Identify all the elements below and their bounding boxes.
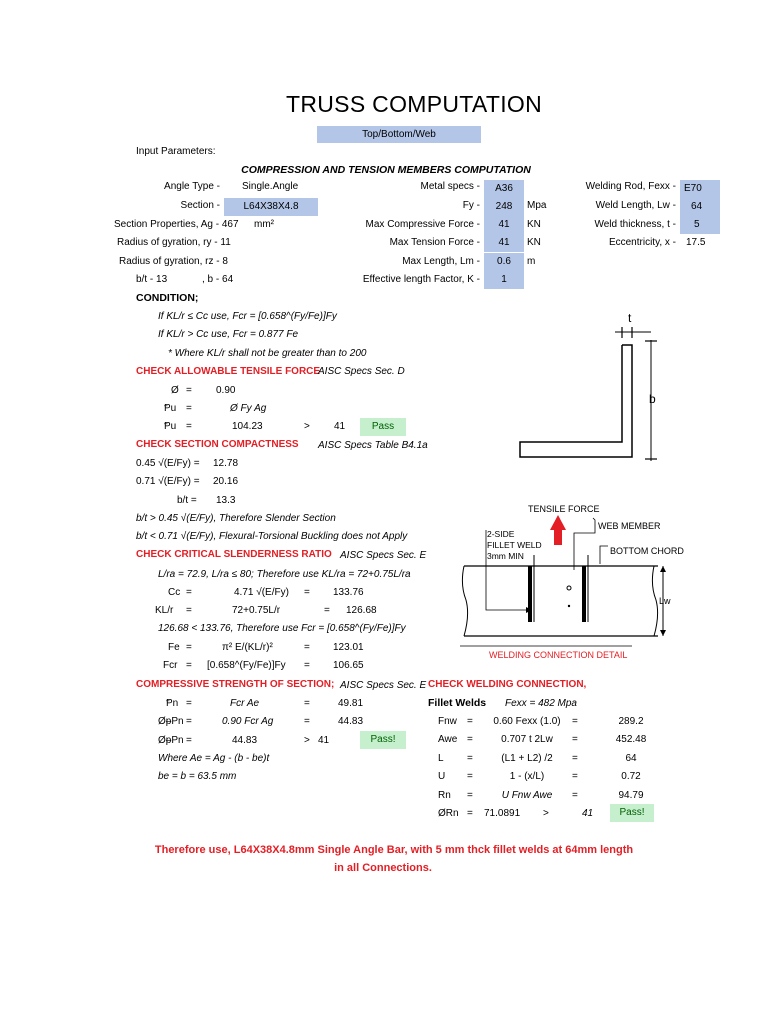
weld-row-eq2: = xyxy=(572,771,578,783)
welding-result-badge: Pass! xyxy=(610,804,654,822)
pn-formula: Fcr Ae xyxy=(230,698,260,709)
lw-arrow-top xyxy=(660,566,666,572)
opn-label: ØᵽPn xyxy=(158,716,184,727)
compactness-r1-label: 0.45 √(E/Fy) = xyxy=(136,458,200,469)
fcr-value: 106.65 xyxy=(333,660,364,671)
opn2-eq: = xyxy=(186,735,192,746)
ag-label: Section Properties, Ag - 467 xyxy=(114,219,239,230)
pn-label: Ᵽn xyxy=(166,698,179,709)
fe-eq: = xyxy=(186,642,192,653)
slenderness-heading: CHECK CRITICAL SLENDERNESS RATIO xyxy=(136,549,332,560)
compressive-cmp: > xyxy=(304,735,310,746)
max-compressive-label: Max Compressive Force - xyxy=(365,219,480,230)
fy-unit: Mpa xyxy=(527,200,547,211)
cc-eq2: = xyxy=(304,587,310,598)
max-length-unit: m xyxy=(527,256,536,267)
tensile-cmp-value: 41 xyxy=(334,421,346,432)
angle-profile xyxy=(520,345,632,457)
fe-formula: π² E/(KL/r)² xyxy=(222,642,273,653)
condition-heading: CONDITION; xyxy=(136,292,199,304)
weld-row-label: Rn xyxy=(438,789,451,801)
b-label: , b - 64 xyxy=(202,274,234,285)
tensile-heading: CHECK ALLOWABLE TENSILE FORCE xyxy=(136,366,321,377)
weld-row-eq2: = xyxy=(572,752,578,764)
page-title: TRUSS COMPUTATION xyxy=(286,91,542,117)
pu-eq: = xyxy=(186,403,192,414)
max-tension-label: Max Tension Force - xyxy=(389,237,480,248)
fe-eq2: = xyxy=(304,642,310,653)
welding-heading: CHECK WELDING CONNECTION, xyxy=(428,679,587,690)
weld-marker-2 xyxy=(568,605,570,607)
two-side-label-2: FILLET WELD xyxy=(487,540,542,550)
pu2-eq: = xyxy=(186,421,192,432)
cc-eq: = xyxy=(186,587,192,598)
max-length-label: Max Length, Lm - xyxy=(402,256,480,267)
weld-row-formula: 0.60 Fexx (1.0) xyxy=(493,716,561,727)
fe-label: Fe xyxy=(168,642,180,653)
opn-formula: 0.90 Fcr Ag xyxy=(222,716,274,727)
weld-row-eq2: = xyxy=(572,789,578,801)
compressive-note1: Where Ae = Ag - (b - be)t xyxy=(158,753,270,764)
chord-break-left xyxy=(462,566,467,636)
klr-formula: 72+0.75L/r xyxy=(232,605,281,616)
compressive-ref: AISC Specs Sec. E xyxy=(340,680,427,691)
tensile-cmp: > xyxy=(304,421,310,432)
two-side-label-1: 2-SIDE xyxy=(487,529,515,539)
welding-connection-diagram xyxy=(458,500,688,665)
max-compressive-value[interactable]: 41 xyxy=(484,216,524,234)
bt-label: b/t - 13 xyxy=(136,274,168,285)
metal-specs-value[interactable]: A36 xyxy=(484,180,524,198)
compactness-heading: CHECK SECTION COMPACTNESS xyxy=(136,439,299,450)
max-compressive-unit: KN xyxy=(527,219,541,230)
welding-cmp-value: 41 xyxy=(582,808,594,819)
compactness-ref: AISC Specs Table B4.1a xyxy=(318,440,428,451)
klr-value: 126.68 xyxy=(346,605,377,616)
opn2-label: ØᵽPn xyxy=(158,735,184,746)
klr-label: KL/r xyxy=(155,605,174,616)
phi-label: Ø xyxy=(171,385,179,396)
max-tension-value[interactable]: 41 xyxy=(484,234,524,252)
slenderness-ref: AISC Specs Sec. E xyxy=(340,550,427,561)
weld-leader-arrow xyxy=(486,560,526,610)
pn-eq: = xyxy=(186,698,192,709)
pu2-value: 104.23 xyxy=(232,421,263,432)
max-tension-unit: KN xyxy=(527,237,541,248)
fillet-weld-right xyxy=(582,566,586,622)
section-value[interactable]: L64X38X4.8 xyxy=(224,198,318,216)
fy-label: Fy - xyxy=(462,200,480,211)
opn-eq2: = xyxy=(304,716,310,727)
conclusion-line2: in all Connections. xyxy=(334,862,432,874)
weld-row-formula: (L1 + L2) /2 xyxy=(501,752,553,764)
cc-formula: 4.71 √(E/Fy) xyxy=(234,587,289,598)
slenderness-note2: 126.68 < 133.76, Therefore use Fcr = [0.658^(Fy/Fe)]Fy xyxy=(158,623,406,634)
pn-value: 49.81 xyxy=(338,698,364,709)
compactness-r2-label: 0.71 √(E/Fy) = xyxy=(136,476,200,487)
compressive-heading: COMPRESSIVE STRENGTH OF SECTION; xyxy=(136,679,335,690)
weld-marker-1 xyxy=(567,586,571,590)
weld-row-eq: = xyxy=(467,752,473,764)
angle-section-diagram xyxy=(512,308,662,463)
weld-rod-value[interactable]: E70 xyxy=(680,180,720,198)
max-length-value[interactable]: 0.6 xyxy=(484,253,524,271)
weld-length-value[interactable]: 64 xyxy=(680,198,720,216)
opn-eq: = xyxy=(186,716,192,727)
weld-row-formula: 0.707 t 2Lw xyxy=(501,734,553,746)
weld-thickness-value[interactable]: 5 xyxy=(680,216,720,234)
weld-row-value: 452.48 xyxy=(615,734,647,746)
weld-row-eq: = xyxy=(467,789,473,801)
fillet-weld-left xyxy=(528,566,532,622)
angle-t-label: t xyxy=(628,311,632,325)
weld-row-label: L xyxy=(438,752,444,764)
weld-row-label: Fnw xyxy=(438,716,457,727)
klr-eq2: = xyxy=(324,605,330,616)
opn2-value: 44.83 xyxy=(232,735,258,746)
weld-row-value: 64 xyxy=(625,752,637,764)
lw-label: Lw xyxy=(659,596,671,606)
ry-label: Radius of gyration, ry - 11 xyxy=(117,237,231,248)
section-heading: COMPRESSION AND TENSION MEMBERS COMPUTATION xyxy=(241,164,531,176)
weld-row-label: U xyxy=(438,771,446,783)
fcr-label: Fcr xyxy=(163,660,178,671)
conclusion-line1: Therefore use, L64X38X4.8mm Single Angle Bar, with 5 mm thck fillet welds at 64mm length xyxy=(154,844,634,856)
angle-type-label: Angle Type - xyxy=(164,181,220,192)
eccentricity-value[interactable]: 17.5 xyxy=(686,237,706,248)
rz-label: Radius of gyration, rz - 8 xyxy=(119,256,228,267)
weld-length-label: Weld Length, Lw - xyxy=(595,200,676,211)
ag-unit: mm² xyxy=(254,219,274,230)
subtitle-cell[interactable]: Top/Bottom/Web xyxy=(317,126,481,143)
fe-value: 123.01 xyxy=(333,642,364,653)
chord-break-right xyxy=(652,566,657,636)
phi-value: 0.90 xyxy=(216,385,236,396)
weld-row-eq2: = xyxy=(572,716,578,727)
weld-row-value: 0.72 xyxy=(621,771,641,783)
fcr-eq2: = xyxy=(304,660,310,671)
weld-row-value: 289.2 xyxy=(618,716,644,727)
angle-b-label: b xyxy=(649,392,656,406)
two-side-label-3: 3mm MIN xyxy=(487,551,524,561)
compactness-r2-value: 20.16 xyxy=(213,476,239,487)
orn-value: 71.0891 xyxy=(484,808,521,819)
compressive-note2: be = b = 63.5 mm xyxy=(158,771,237,782)
weld-row-eq2: = xyxy=(572,734,578,746)
compactness-note1: b/t > 0.45 √(E/Fy), Therefore Slender Section xyxy=(136,513,336,524)
phi-eq: = xyxy=(186,385,192,396)
angle-type-value[interactable]: Single.Angle xyxy=(242,181,299,192)
condition-line2: If KL/r > Cc use, Fcr = 0.877 Fe xyxy=(158,329,299,340)
welding-detail-caption: WELDING CONNECTION DETAIL xyxy=(489,650,628,660)
section-label: Section - xyxy=(180,200,220,211)
weld-rod-label: Welding Rod, Fexx - xyxy=(585,181,676,192)
condition-line3: * Where KL/r shall not be greater than to 200 xyxy=(168,348,367,359)
web-member-leader xyxy=(574,518,595,570)
slenderness-note: L/ra = 72.9, L/ra ≤ 80; Therefore use KL/ra = 72+0.75L/ra xyxy=(158,569,411,580)
tensile-force-arrow xyxy=(550,515,566,545)
tensile-result-badge: Pass xyxy=(360,418,406,436)
k-value[interactable]: 1 xyxy=(484,271,524,289)
fillet-welds-label: Fillet Welds xyxy=(428,697,487,709)
orn-label: ØRn xyxy=(438,808,459,819)
fexx-label: Fexx = 482 Mpa xyxy=(505,698,577,709)
pu-label: Ᵽu xyxy=(164,403,177,414)
bottom-chord-leader xyxy=(600,546,608,564)
web-member-label: WEB MEMBER xyxy=(598,521,661,531)
cc-label: Cc xyxy=(168,587,181,598)
fy-value[interactable]: 248 xyxy=(484,198,524,216)
fcr-formula: [0.658^(Fy/Fe)]Fy xyxy=(207,660,286,671)
bottom-chord-label: BOTTOM CHORD xyxy=(610,546,684,556)
compressive-cmp-value: 41 xyxy=(318,735,330,746)
klr-eq: = xyxy=(186,605,192,616)
orn-eq: = xyxy=(467,808,473,819)
weld-thickness-label: Weld thickness, t - xyxy=(594,219,676,230)
weld-row-eq: = xyxy=(467,771,473,783)
eccentricity-label: Eccentricity, x - xyxy=(608,237,676,248)
weld-row-formula: 1 - (x/L) xyxy=(509,771,545,783)
input-parameters-label: Input Parameters: xyxy=(136,146,216,157)
tensile-ref: AISC Specs Sec. D xyxy=(318,366,405,377)
welding-cmp: > xyxy=(543,808,549,819)
pn-eq2: = xyxy=(304,698,310,709)
tensile-force-label: TENSILE FORCE xyxy=(528,504,600,514)
weld-row-value: 94.79 xyxy=(618,789,644,801)
opn-value: 44.83 xyxy=(338,716,364,727)
condition-line1: If KL/r ≤ Cc use, Fcr = [0.658^(Fy/Fe)]Fy xyxy=(158,311,337,322)
weld-row-label: Awe xyxy=(438,734,458,746)
lw-arrow-bottom xyxy=(660,630,666,636)
cc-value: 133.76 xyxy=(333,587,364,598)
weld-row-formula: U Fnw Awe xyxy=(501,789,553,801)
compactness-r1-value: 12.78 xyxy=(213,458,239,469)
fcr-eq: = xyxy=(186,660,192,671)
compactness-note2: b/t < 0.71 √(E/Fy), Flexural-Torsional Buckling does not Apply xyxy=(136,531,408,542)
metal-specs-label: Metal specs - xyxy=(420,181,480,192)
pu2-label: Ᵽu xyxy=(164,421,177,432)
weld-row-eq: = xyxy=(467,716,473,727)
weld-row-eq: = xyxy=(467,734,473,746)
pu-formula: Ø Fy Ag xyxy=(230,403,267,414)
k-label: Effective length Factor, K - xyxy=(362,274,480,285)
compactness-r3-label: b/t = xyxy=(177,495,197,506)
compactness-r3-value: 13.3 xyxy=(216,495,236,506)
compressive-result-badge: Pass! xyxy=(360,731,406,749)
